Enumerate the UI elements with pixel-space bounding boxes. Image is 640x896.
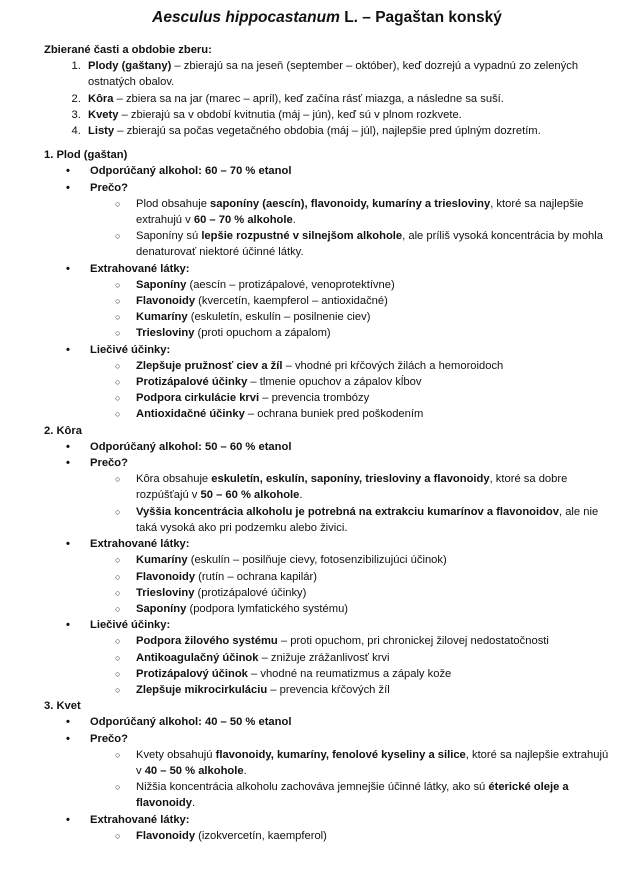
bullet-icon: • [66,619,70,632]
bullet-icon: • [66,813,70,826]
bold-text: Antioxidačné účinky [136,408,245,421]
item-label: Liečivé účinky: [90,619,171,632]
item-label: Odporúčaný alkohol: 50 – 60 % etanol [90,440,292,453]
bold-text: Podpora cirkulácie krvi [136,392,260,405]
sub-item [115,228,610,260]
bullet-icon: • [66,181,70,194]
text: – prevencia trombózy [259,392,370,405]
circle-bullet-icon: ○ [115,474,121,485]
sub-list [90,633,610,698]
circle-bullet-icon: ○ [115,312,121,323]
item-label: Prečo? [90,457,128,470]
bullet-icon: • [66,262,70,275]
text: . [299,489,303,502]
intro-item-text: – zbierajú sa počas vegetačného obdobia (máj – júl), najlepšie pred úplným dozretím. [114,125,541,138]
bold-text: lepšie rozpustné v silnejšom alkohole [201,230,403,243]
sub-item [115,650,610,666]
sub-item [115,309,610,325]
sub-item [115,325,610,341]
section-item [66,439,610,455]
section-list [44,714,610,844]
bold-text: Vyššia koncentrácia alkoholu je potrebná na extrakciu kumarínov a flavonoidov [136,505,559,518]
sub-item [115,585,610,601]
text: – ochrana buniek pred poškodením [244,408,424,421]
bold-text: Saponíny [136,602,187,615]
section-title: 3. Kvet [44,700,81,713]
section-item [66,342,610,423]
sub-item [115,406,610,422]
bold-text: Kumaríny [136,311,188,324]
bold-text: Flavonoidy [136,829,196,842]
section-item [66,455,610,536]
sub-list [90,552,610,617]
sub-item [115,747,610,779]
text: , ale príliš vysoká koncentrácia by mohla denaturovať niektoré účinné látky. [136,230,603,259]
text: (podpora lymfatického systému) [186,602,349,615]
sub-item [115,779,610,811]
bold-text: Saponíny [136,278,187,291]
intro-item-term: Listy [88,125,115,138]
section-item [66,536,610,617]
intro-item-term: Plody (gaštany) [88,60,172,73]
circle-bullet-icon: ○ [115,377,121,388]
bullet-icon: • [66,538,70,551]
text: Kvety obsahujú [136,748,216,761]
text: – proti opuchom, pri chronickej žilovej nedostatočnosti [277,635,549,648]
text: (proti opuchom a zápalom) [194,327,331,340]
section-item [66,261,610,342]
bold-text: 50 – 60 % alkohole [200,489,300,502]
item-label: Extrahované látky: [90,262,190,275]
bold-text: Protizápalový účinok [136,667,248,680]
intro-item-term: Kôra [88,92,114,105]
text: . [292,214,296,227]
circle-bullet-icon: ○ [115,393,121,404]
bold-text: Flavonoidy [136,295,196,308]
circle-bullet-icon: ○ [115,782,121,793]
section-list [44,163,610,422]
bold-text: 40 – 50 % alkohole [144,764,244,777]
circle-bullet-icon: ○ [115,198,121,209]
intro-heading: Zbierané časti a obdobie zberu: [44,44,212,56]
bold-text: Kumaríny [136,554,188,567]
text: (eskuletín, eskulín – posilnenie ciev) [187,311,371,324]
circle-bullet-icon: ○ [115,587,121,598]
text: (izokvercetín, kaempferol) [195,829,327,842]
sub-list [90,358,610,423]
section-item [66,714,610,730]
sub-list [90,828,610,844]
text: Saponíny sú [136,230,202,243]
circle-bullet-icon: ○ [115,571,121,582]
section-item [66,617,610,698]
intro-item [84,107,610,123]
sub-item [115,277,610,293]
sub-item [115,601,610,617]
text: Nižšia koncentrácia alkoholu zachováva jemnejšie účinné látky, ako sú [136,781,489,794]
circle-bullet-icon: ○ [115,668,121,679]
circle-bullet-icon: ○ [115,506,121,517]
section-item [66,163,610,179]
item-label: Prečo? [90,181,128,194]
sub-item [115,552,610,568]
text: – vhodné na reumatizmus a zápaly kože [247,667,452,680]
sub-list [90,277,610,342]
text: , ale nie taká vysoká ako pri podzemku alebo živici. [136,505,599,534]
item-label: Odporúčaný alkohol: 60 – 70 % etanol [90,165,292,178]
sub-list [90,471,610,536]
sub-item [115,504,610,536]
bold-text: éterické oleje a flavonoidy [136,781,569,810]
text: – vhodné pri kŕčových žilách a hemoroidoch [282,359,504,372]
circle-bullet-icon: ○ [115,749,121,760]
bold-text: Antikoagulačný účinok [136,651,259,664]
sub-list [90,196,610,261]
text: Kôra obsahuje [136,473,212,486]
intro-item-term: Kvety [88,108,119,121]
sub-item [115,196,610,228]
circle-bullet-icon: ○ [115,231,121,242]
circle-bullet-icon: ○ [115,652,121,663]
intro-item-text: – zbierajú sa na jeseň (september – október), keď dozrejú a vypadnú zo zelených ostnatých obalov. [88,60,579,89]
bullet-icon: • [66,716,70,729]
text: (eskulín – posilňuje cievy, fotosenzibilizujúci účinok) [187,554,447,567]
circle-bullet-icon: ○ [115,296,121,307]
intro-item [84,91,610,107]
text: – prevencia kŕčových žíl [267,683,390,696]
circle-bullet-icon: ○ [115,636,121,647]
text: . [191,797,196,810]
item-label: Extrahované látky: [90,813,190,826]
bullet-icon: • [66,440,70,453]
bold-text: Zlepšuje pružnosť ciev a žíl [136,359,283,372]
text: . [243,764,247,777]
title-common-name: L. – Pagaštan konský [339,9,502,26]
text: , ktoré sa najlepšie extrahujú v [136,748,609,777]
text: (protizápalové účinky) [194,586,307,599]
circle-bullet-icon: ○ [115,409,121,420]
circle-bullet-icon: ○ [115,328,121,339]
intro-list [44,58,610,139]
item-label: Liečivé účinky: [90,343,171,356]
circle-bullet-icon: ○ [115,555,121,566]
text: – tlmenie opuchov a zápalov kĺbov [247,376,422,389]
section-list [44,439,610,698]
bold-text: Triesloviny [136,327,195,340]
circle-bullet-icon: ○ [115,360,121,371]
intro-item-text: – zbiera sa na jar (marec – apríl), keď začína rásť miazga, a následne sa suší. [113,92,504,105]
bold-text: Podpora žilového systému [136,635,278,648]
sub-list [90,747,610,812]
section-title: 1. Plod (gaštan) [44,149,128,162]
circle-bullet-icon: ○ [115,684,121,695]
sub-item [115,374,610,390]
item-label: Extrahované látky: [90,538,190,551]
bold-text: Protizápalové účinky [136,376,248,389]
section-item [66,731,610,812]
bold-text: saponíny (aescín), flavonoidy, kumaríny a triesloviny [210,197,491,210]
item-label: Odporúčaný alkohol: 40 – 50 % etanol [90,716,292,729]
document-title [44,8,610,28]
text: – znižuje zrážanlivosť krvi [258,651,390,664]
section-item [66,812,610,844]
bullet-icon: • [66,457,70,470]
sub-item [115,666,610,682]
intro-item [84,58,610,90]
sub-item [115,682,610,698]
bold-text: Zlepšuje mikrocirkuláciu [136,683,268,696]
sub-item [115,471,610,503]
text: (rutín – ochrana kapilár) [195,570,317,583]
text: Plod obsahuje [136,197,211,210]
circle-bullet-icon: ○ [115,603,121,614]
sub-item [115,293,610,309]
text: , ktoré sa dobre rozpúšťajú v [136,473,568,502]
bold-text: flavonoidy, kumaríny, fenolové kyseliny a silice [215,748,466,761]
sub-item [115,828,610,844]
sub-item [115,358,610,374]
sub-item [115,390,610,406]
intro-item-text: – zbierajú sa v období kvitnutia (máj – jún), keď sú v plnom rozkvete. [118,108,462,121]
text: , ktoré sa najlepšie extrahujú v [136,197,584,227]
sub-item [115,633,610,649]
sections-container [44,147,610,844]
section-title: 2. Kôra [44,424,82,437]
circle-bullet-icon: ○ [115,830,121,841]
bold-text: Flavonoidy [136,570,196,583]
sub-item [115,569,610,585]
bold-text: Triesloviny [136,586,195,599]
section-item [66,180,610,261]
text: (kvercetín, kaempferol – antioxidačné) [195,295,388,308]
bold-text: eskuletín, eskulín, saponíny, triesloviny a flavonoidy [211,473,490,486]
bold-text: 60 – 70 % alkohole [193,214,293,227]
title-latin-name: Aesculus hippocastanum [152,9,340,26]
bullet-icon: • [66,165,70,178]
circle-bullet-icon: ○ [115,279,121,290]
bullet-icon: • [66,732,70,745]
text: (aescín – protizápalové, venoprotektívne) [186,278,395,291]
intro-item [84,123,610,139]
item-label: Prečo? [90,732,128,745]
bullet-icon: • [66,343,70,356]
